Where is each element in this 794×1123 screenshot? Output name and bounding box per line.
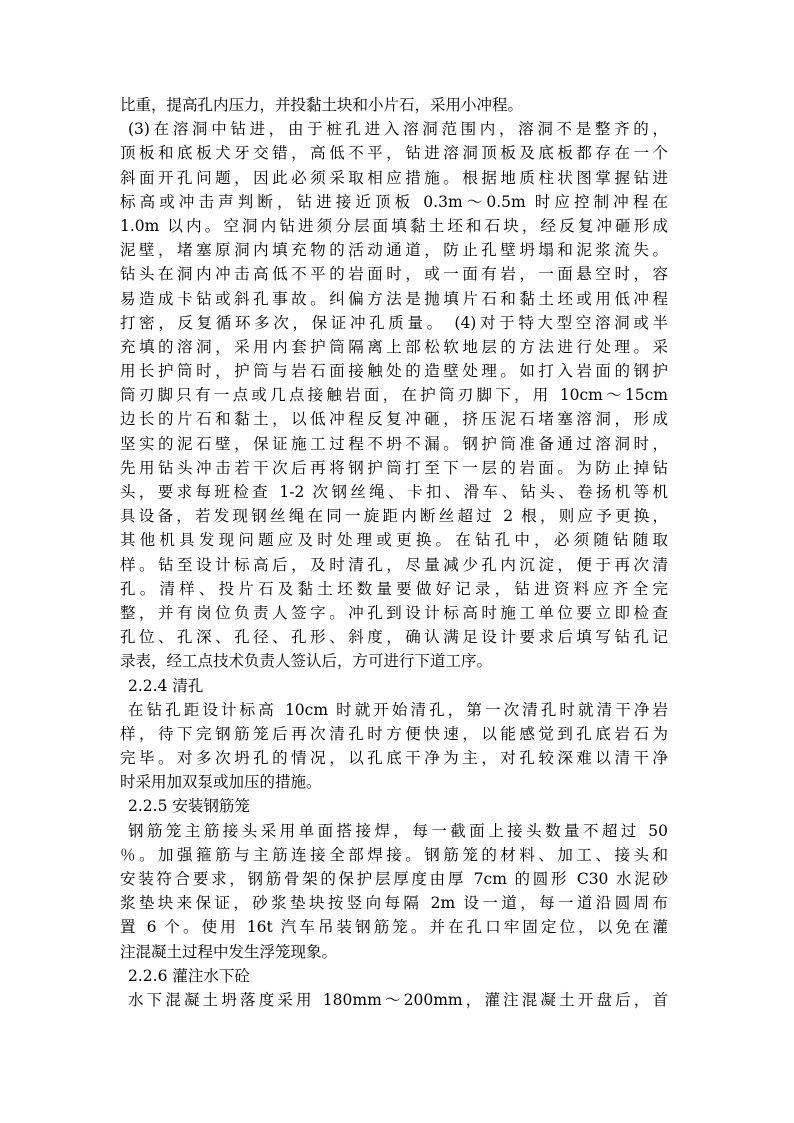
paragraph-line: 比重，提高孔内压力，并投黏土块和小片石，采用小冲程。	[120, 96, 524, 114]
paragraph-line: 时采用加双泵或加压的措施。	[120, 773, 322, 792]
paragraph-line: ％。加强箍筋与主筋连接全部焊接。钢筋笼的材料、加工、接头和	[120, 845, 668, 864]
paragraph-line: 孔位、孔深、孔径、孔形、斜度，确认满足设计要求后填写钻孔记	[120, 628, 668, 647]
paragraph-line: 完毕。对多次坍孔的情况，以孔底干净为主，对孔较深难以清干净	[120, 749, 668, 768]
paragraph-line: 注混凝土过程中发生浮笼现象。	[120, 942, 338, 961]
paragraph-line: 其他机具发现问题应及时处理或更换。在钻孔中，必须随钻随取	[120, 531, 668, 550]
section-heading: 2.2.4 清孔	[128, 676, 204, 695]
paragraph-line: 置 6 个。使用 16t 汽车吊装钢筋笼。并在孔口牢固定位，以免在灌	[120, 918, 668, 937]
paragraph-line: 具设备，若发现钢丝绳在同一旋距内断丝超过 2 根，则应予更换，	[120, 507, 668, 526]
paragraph-line: 样。钻至设计标高后，及时清孔，尽量减少孔内沉淀，便于再次清	[120, 555, 668, 574]
paragraph-line: 泥壁，堵塞原洞内填充物的活动通道，防止孔壁坍塌和泥浆流失。	[120, 241, 668, 260]
paragraph-line: 钢筋笼主筋接头采用单面搭接焊，每一截面上接头数量不超过 50	[128, 821, 668, 840]
paragraph-line: 浆垫块来保证，砂浆垫块按竖向每隔 2m 设一道，每一道沿圆周布	[120, 894, 668, 913]
paragraph-line: 打密，反复循环多次，保证冲孔质量。 (4)对于特大型空溶洞或半	[120, 313, 668, 332]
paragraph-line: 头，要求每班检查 1-2 次钢丝绳、卡扣、滑车、钻头、卷扬机等机	[120, 483, 668, 501]
paragraph-line: 水下混凝土坍落度采用 180mm～200mm，灌注混凝土开盘后，首	[128, 990, 668, 1009]
paragraph-line: 标高或冲击声判断，钻进接近顶板 0.3m～0.5m 时应控制冲程在	[120, 192, 668, 211]
paragraph-line: 斜面开孔问题，因此必须采取相应措施。根据地质柱状图掌握钻进	[120, 168, 668, 187]
paragraph-line: 用长护筒时，护筒与岩石面接触处的造壁处理。如打入岩面的钢护	[120, 362, 668, 381]
paragraph-line: (3)在溶洞中钻进，由于桩孔进入溶洞范围内，溶洞不是整齐的，	[128, 120, 668, 139]
paragraph-line: 录表，经工点技术负责人签认后，方可进行下道工序。	[120, 652, 493, 671]
paragraph-line: 样，待下完钢筋笼后再次清孔时方便快速，以能感觉到孔底岩石为	[120, 724, 668, 743]
paragraph-line: 筒刃脚只有一点或几点接触岩面，在护筒刃脚下，用 10cm～15cm	[120, 386, 668, 405]
paragraph-line: 在钻孔距设计标高 10cm 时就开始清孔，第一次清孔时就清干净岩	[128, 700, 668, 719]
paragraph-line: 边长的片石和黏土，以低冲程反复冲砸，挤压泥石堵塞溶洞，形成	[120, 410, 668, 429]
paragraph-line: 孔。清样、投片石及黏土坯数量要做好记录，钻进资料应齐全完	[120, 579, 668, 598]
paragraph-line: 先用钻头冲击若干次后再将钢护筒打至下一层的岩面。为防止掉钻	[120, 458, 668, 477]
section-heading: 2.2.6 灌注水下砼	[128, 966, 250, 985]
section-heading: 2.2.5 安装钢筋笼	[128, 797, 250, 816]
paragraph-line: 钻头在洞内冲击高低不平的岩面时，或一面有岩，一面悬空时，容	[120, 265, 668, 284]
paragraph-line: 1.0m 以内。空洞内钻进须分层面填黏土坯和石块，经反复冲砸形成	[120, 216, 668, 235]
paragraph-line: 易造成卡钻或斜孔事故。纠偏方法是抛填片石和黏土坯或用低冲程	[120, 289, 668, 308]
paragraph-line: 充填的溶洞，采用内套护筒隔离上部松软地层的方法进行处理。采	[120, 337, 668, 356]
paragraph-line: 安装符合要求，钢筋骨架的保护层厚度由厚 7cm 的圆形 C30 水泥砂	[120, 870, 668, 888]
paragraph-line: 坚实的泥石壁，保证施工过程不坍不漏。钢护筒准备通过溶洞时，	[120, 434, 668, 453]
paragraph-line: 整，并有岗位负责人签字。冲孔到设计标高时施工单位要立即检查	[120, 603, 668, 622]
paragraph-line: 顶板和底板犬牙交错，高低不平，钻进溶洞顶板及底板都存在一个	[120, 144, 668, 163]
document-body	[120, 93, 668, 1012]
